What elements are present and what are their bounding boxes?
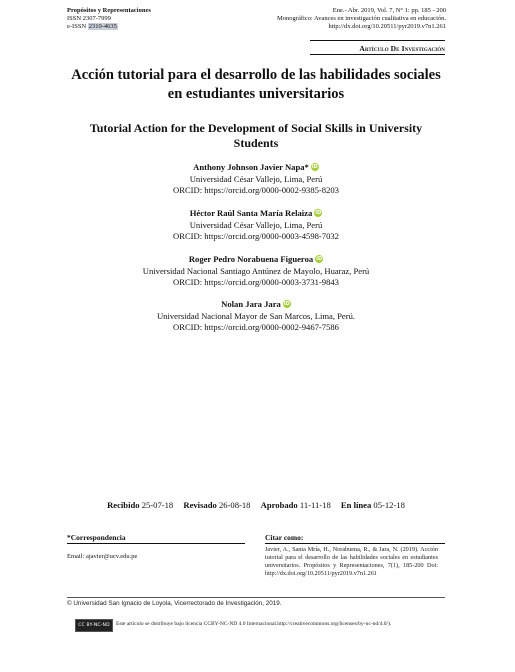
license-text[interactable]: Este artículo se distribuye bajo licencia CCBY-NC-ND 4.0 Internacional.http://creativecommons.org/licenses/by-nc-nd/4.0/).: [116, 621, 392, 627]
publication-dates: [67, 500, 445, 510]
received-label: Recibido: [107, 500, 140, 510]
author-name: Nolan Jara Jara: [221, 299, 281, 309]
orcid-icon[interactable]: iD: [315, 210, 322, 216]
divider: [310, 40, 445, 41]
author-name: Héctor Raúl Santa María Relaiza: [189, 208, 313, 218]
issn: ISSN 2307-7999: [67, 15, 111, 22]
revised-label: Revisado: [183, 500, 217, 510]
author-block: [67, 254, 445, 289]
journal-name: Propósitos y Representaciones: [67, 7, 151, 14]
author-orcid[interactable]: ORCID: https://orcid.org/0000-0003-3731-9843: [173, 277, 339, 287]
online-date: 05-12-18: [373, 500, 405, 510]
author-affiliation: Universidad Nacional Mayor de San Marcos, Lima, Perú.: [156, 310, 356, 321]
author-orcid[interactable]: ORCID: https://orcid.org/0000-0003-4598-7032: [173, 231, 339, 241]
journal-header: [67, 7, 151, 31]
title-spanish: Acción tutorial para el desarrollo de las habilidades sociales en estudiantes universitarios: [71, 67, 441, 102]
cc-license-icon[interactable]: CC BY-NC-ND: [75, 619, 113, 632]
citation-text: Javier, A., Santa Mría, H., Norabuena, R., & Jara, N. (2019). Acción tutorial para el desarrollo de las habilidades sociales en estudiantes universitarios. Propósitos y Representaciones, 7(1), 185-200 Doi: http://dx.doi.org/10.20511/pyr2019.v7n1.261: [265, 546, 438, 577]
title-english: Tutorial Action for the Development of Social Skills in University Students: [89, 121, 423, 150]
orcid-icon[interactable]: iD: [316, 256, 323, 262]
article-type: Artículo De Investigación: [359, 44, 445, 53]
approved-label: Aprobado: [260, 500, 298, 510]
author-block: [67, 208, 445, 243]
author-name: Roger Pedro Norabuena Figueroa: [188, 254, 314, 264]
orcid-icon[interactable]: iD: [283, 301, 290, 307]
revised-date: 26-08-18: [218, 500, 251, 510]
received-date: 25-07-18: [141, 500, 174, 510]
author-block: [67, 162, 445, 197]
author-orcid[interactable]: ORCID: https://orcid.org/0000-0002-9385-8203: [173, 185, 339, 195]
divider: [265, 543, 445, 544]
author-block: [67, 299, 445, 334]
author-affiliation: Universidad Nacional Santiago Antúnez de Mayolo, Huaraz, Perú: [142, 265, 370, 276]
correspondence-title: *Correspondencia: [67, 533, 126, 542]
eissn-value: 2310-4635: [88, 23, 117, 30]
divider: [67, 543, 245, 544]
divider: [310, 54, 445, 55]
eissn-label: e-ISSN: [67, 23, 87, 30]
online-label: En línea: [340, 500, 372, 510]
author-affiliation: Universidad César Vallejo, Lima, Perú: [189, 173, 323, 184]
issue-info: [277, 7, 446, 31]
monograph-line: Monográfico: Avances en investigación cualitativa en educación.: [277, 15, 446, 22]
approved-date: 11-11-18: [299, 500, 331, 510]
divider: [67, 597, 445, 598]
copyright-notice: © Universidad San Ignacio de Loyola, Vicerrectorado de Investigación, 2019.: [67, 600, 282, 607]
orcid-icon[interactable]: iD: [311, 164, 318, 170]
author-orcid[interactable]: ORCID: https://orcid.org/0000-0002-9467-7586: [173, 322, 339, 332]
eissn: [67, 23, 151, 31]
cite-title: Citar como:: [265, 533, 304, 542]
author-name: Anthony Johnson Javier Napa*: [193, 162, 309, 172]
doi-link[interactable]: http://dx.doi.org/10.20511/pyr2019.v7n1.261: [328, 23, 446, 30]
author-affiliation: Universidad César Vallejo, Lima, Perú: [189, 219, 323, 230]
issue-line: Ene.- Abr. 2019, Vol. 7, N° 1: pp. 185 - 200: [332, 7, 446, 14]
correspondence-email[interactable]: Email: ajavier@ucv.edu.pe: [67, 553, 138, 560]
